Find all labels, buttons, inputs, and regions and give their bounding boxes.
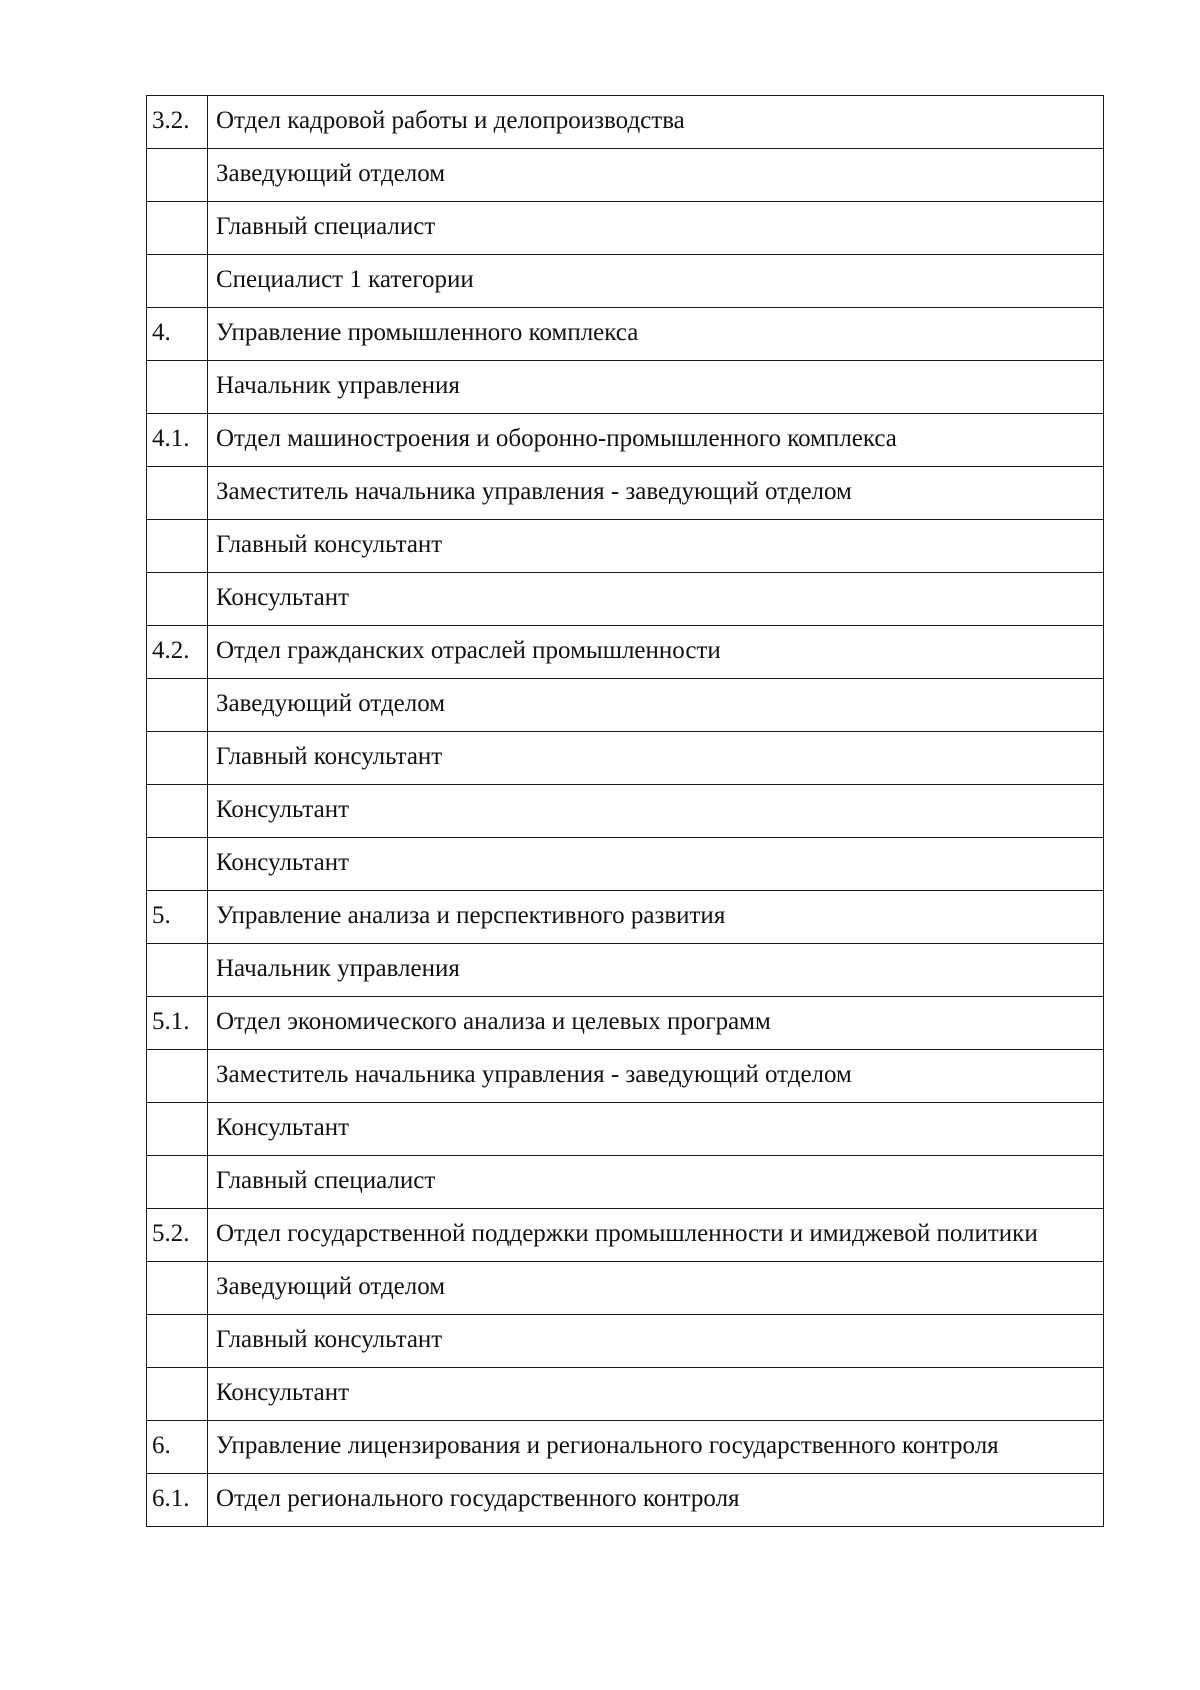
department-name-cell: Отдел гражданских отраслей промышленности: [208, 626, 1104, 679]
table-row: [147, 679, 1104, 732]
position-title-cell: Заведующий отделом: [208, 679, 1104, 732]
department-name-cell: Отдел регионального государственного контроля: [208, 1474, 1104, 1527]
row-number-cell: [147, 202, 208, 255]
position-title-cell: Консультант: [208, 838, 1104, 891]
position-title-cell: Консультант: [208, 573, 1104, 626]
table-row: [147, 732, 1104, 785]
row-number-cell: [147, 785, 208, 838]
row-number-cell: [147, 361, 208, 414]
row-number-cell: 5.2.: [147, 1209, 208, 1262]
positions-table: [146, 95, 1104, 1527]
table-row: [147, 1262, 1104, 1315]
position-title-cell: Главный специалист: [208, 1156, 1104, 1209]
table-row: [147, 414, 1104, 467]
position-title-cell: Заведующий отделом: [208, 1262, 1104, 1315]
table-row: [147, 520, 1104, 573]
row-number-cell: 5.: [147, 891, 208, 944]
row-number-cell: [147, 1103, 208, 1156]
position-title-cell: Главный консультант: [208, 1315, 1104, 1368]
table-row: [147, 997, 1104, 1050]
table-row: [147, 573, 1104, 626]
position-title-cell: Начальник управления: [208, 944, 1104, 997]
department-name-cell: Отдел машиностроения и оборонно-промышленного комплекса: [208, 414, 1104, 467]
position-title-cell: Консультант: [208, 1368, 1104, 1421]
position-title-cell: Консультант: [208, 785, 1104, 838]
row-number-cell: [147, 467, 208, 520]
position-title-cell: Заместитель начальника управления - заведующий отделом: [208, 467, 1104, 520]
row-number-cell: 4.: [147, 308, 208, 361]
table-row: [147, 944, 1104, 997]
row-number-cell: 4.2.: [147, 626, 208, 679]
row-number-cell: 5.1.: [147, 997, 208, 1050]
row-number-cell: [147, 573, 208, 626]
table-row: [147, 308, 1104, 361]
table-row: [147, 1050, 1104, 1103]
table-row: [147, 361, 1104, 414]
table-row: [147, 1474, 1104, 1527]
row-number-cell: [147, 679, 208, 732]
row-number-cell: 4.1.: [147, 414, 208, 467]
row-number-cell: [147, 149, 208, 202]
table-row: [147, 202, 1104, 255]
table-row: [147, 1103, 1104, 1156]
table-row: [147, 96, 1104, 149]
table-row: [147, 467, 1104, 520]
row-number-cell: [147, 1156, 208, 1209]
department-name-cell: Управление анализа и перспективного развития: [208, 891, 1104, 944]
table-row: [147, 785, 1104, 838]
position-title-cell: Главный специалист: [208, 202, 1104, 255]
table-row: [147, 1315, 1104, 1368]
position-title-cell: Консультант: [208, 1103, 1104, 1156]
table-row: [147, 149, 1104, 202]
row-number-cell: [147, 1262, 208, 1315]
department-name-cell: Управление промышленного комплекса: [208, 308, 1104, 361]
position-title-cell: Заместитель начальника управления - заведующий отделом: [208, 1050, 1104, 1103]
position-title-cell: Главный консультант: [208, 520, 1104, 573]
row-number-cell: [147, 255, 208, 308]
row-number-cell: 6.: [147, 1421, 208, 1474]
row-number-cell: [147, 732, 208, 785]
position-title-cell: Главный консультант: [208, 732, 1104, 785]
table-row: [147, 838, 1104, 891]
row-number-cell: [147, 838, 208, 891]
table-row: [147, 1368, 1104, 1421]
table-row: [147, 891, 1104, 944]
table-row: [147, 1156, 1104, 1209]
table-row: [147, 1421, 1104, 1474]
department-name-cell: Управление лицензирования и регионального государственного контроля: [208, 1421, 1104, 1474]
position-title-cell: Начальник управления: [208, 361, 1104, 414]
row-number-cell: [147, 1368, 208, 1421]
table-row: [147, 626, 1104, 679]
position-title-cell: Заведующий отделом: [208, 149, 1104, 202]
department-name-cell: Отдел экономического анализа и целевых программ: [208, 997, 1104, 1050]
row-number-cell: 6.1.: [147, 1474, 208, 1527]
row-number-cell: 3.2.: [147, 96, 208, 149]
row-number-cell: [147, 520, 208, 573]
table-row: [147, 1209, 1104, 1262]
row-number-cell: [147, 1315, 208, 1368]
positions-table-body: [147, 96, 1104, 1527]
row-number-cell: [147, 1050, 208, 1103]
department-name-cell: Отдел кадровой работы и делопроизводства: [208, 96, 1104, 149]
department-name-cell: Отдел государственной поддержки промышленности и имиджевой политики: [208, 1209, 1104, 1262]
position-title-cell: Специалист 1 категории: [208, 255, 1104, 308]
row-number-cell: [147, 944, 208, 997]
table-row: [147, 255, 1104, 308]
